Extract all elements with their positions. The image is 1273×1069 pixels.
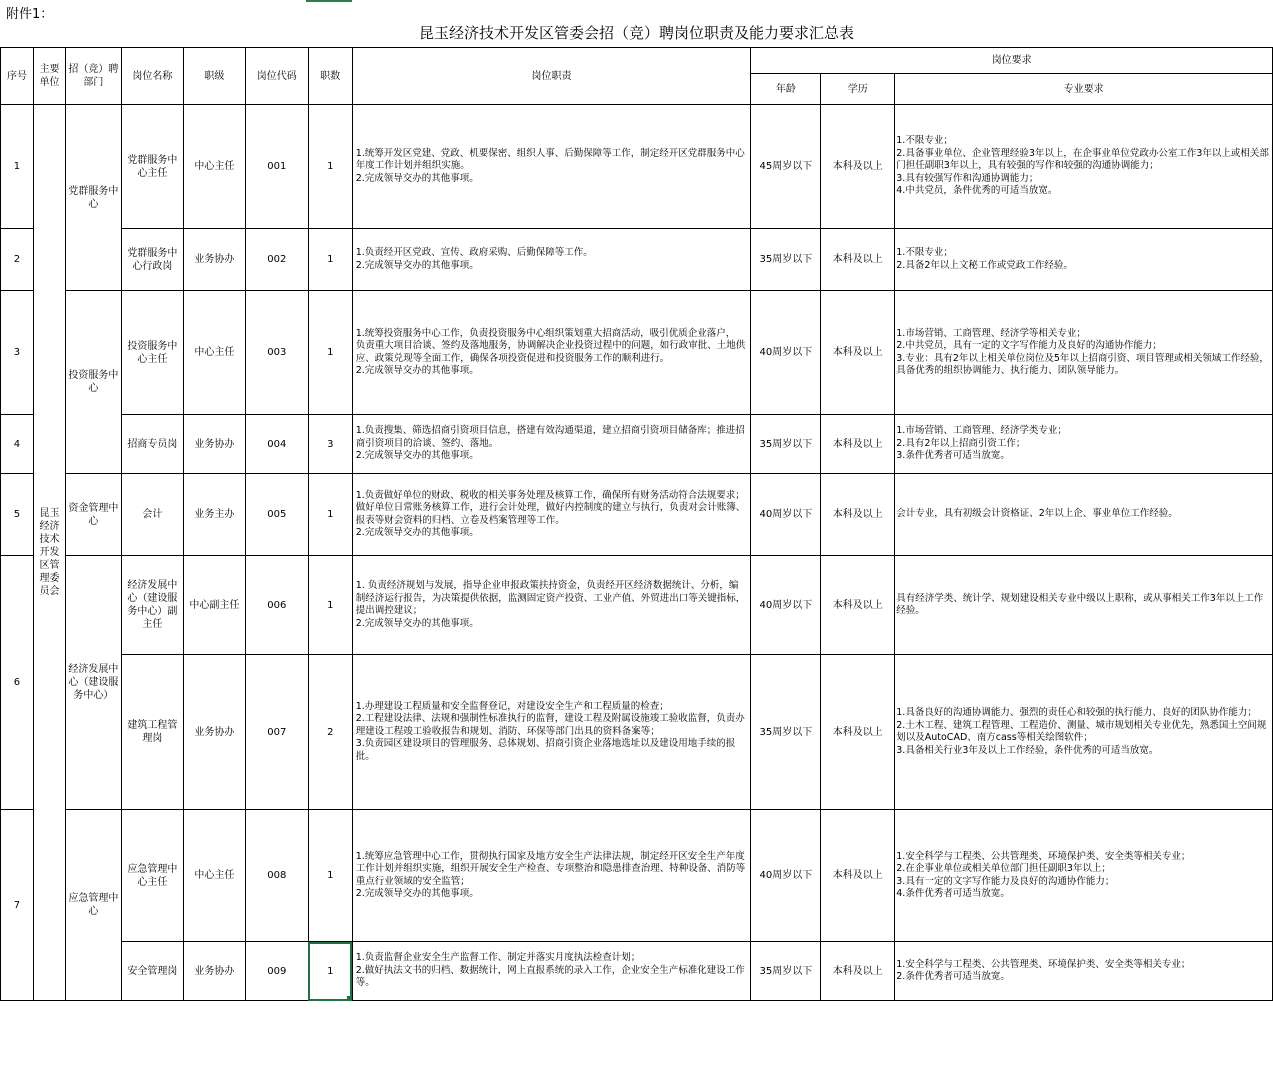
major-cell[interactable]: 1.市场营销、工商管理、经济学等相关专业； 2.中共党员，具有一定的文字写作能力及良好的沟通协作能力； 3.专业：具有2年以上相关单位岗位及5年以上招商引资、项目管理或相关领域工作经验，具备优秀的组织协调能力、执行能力、团队领导能力。 <box>895 291 1273 415</box>
seq-cell[interactable]: 5 <box>1 474 34 556</box>
count-cell[interactable]: 1 <box>308 810 352 942</box>
level-cell[interactable]: 业务协办 <box>183 942 245 1001</box>
seq-cell[interactable]: 2 <box>1 229 34 291</box>
seq-cell[interactable]: 3 <box>1 291 34 415</box>
header-edu: 学历 <box>821 74 895 105</box>
code-cell[interactable]: 003 <box>245 291 308 415</box>
major-cell[interactable]: 会计专业，具有初级会计资格证、2年以上企、事业单位工作经验。 <box>895 474 1273 556</box>
post-cell[interactable]: 建筑工程管理岗 <box>121 655 183 810</box>
header-major: 专业要求 <box>895 74 1273 105</box>
post-cell[interactable]: 应急管理中心主任 <box>121 810 183 942</box>
main-unit-cell[interactable]: 昆玉经济技术开发区管理委员会 <box>33 105 65 1001</box>
table-row <box>1 105 1273 229</box>
level-cell[interactable]: 业务协办 <box>183 655 245 810</box>
count-cell[interactable]: 1 <box>308 474 352 556</box>
edu-cell[interactable]: 本科及以上 <box>821 474 895 556</box>
major-cell[interactable]: 1.安全科学与工程类、公共管理类、环境保护类、安全类等相关专业； 2.条件优秀者可适当放宽。 <box>895 942 1273 1001</box>
edu-cell[interactable]: 本科及以上 <box>821 229 895 291</box>
major-cell[interactable]: 1.具备良好的沟通协调能力、强烈的责任心和较强的执行能力、良好的团队协作能力； 2.土木工程、建筑工程管理、工程造价、测量、城市规划相关专业优先，熟悉国土空间规划以及AutoCAD、南方cass等相关绘图软件； 3.具备相关行业3年及以上工作经验，条件优秀的可适当放宽。 <box>895 655 1273 810</box>
level-cell[interactable]: 业务主办 <box>183 474 245 556</box>
post-cell[interactable]: 投资服务中心主任 <box>121 291 183 415</box>
code-cell[interactable]: 009 <box>245 942 308 1001</box>
table-row <box>1 942 1273 1001</box>
seq-cell[interactable]: 4 <box>1 415 34 474</box>
age-cell[interactable]: 40周岁以下 <box>751 291 821 415</box>
dept-cell[interactable]: 党群服务中心 <box>65 105 121 291</box>
age-cell[interactable]: 40周岁以下 <box>751 556 821 655</box>
edu-cell[interactable]: 本科及以上 <box>821 291 895 415</box>
duty-cell[interactable]: 1.负责经开区党政、宣传、政府采购、后勤保障等工作。 2.完成领导交办的其他事项。 <box>352 229 751 291</box>
edu-cell[interactable]: 本科及以上 <box>821 655 895 810</box>
age-cell[interactable]: 40周岁以下 <box>751 810 821 942</box>
code-cell[interactable]: 007 <box>245 655 308 810</box>
major-cell[interactable]: 具有经济学类、统计学、规划建设相关专业中级以上职称，或从事相关工作3年以上工作经验。 <box>895 556 1273 655</box>
code-cell[interactable]: 008 <box>245 810 308 942</box>
code-cell[interactable]: 005 <box>245 474 308 556</box>
edu-cell[interactable]: 本科及以上 <box>821 810 895 942</box>
dept-cell[interactable]: 应急管理中心 <box>65 810 121 1001</box>
age-cell[interactable]: 40周岁以下 <box>751 474 821 556</box>
post-cell[interactable]: 党群服务中心主任 <box>121 105 183 229</box>
table-row <box>1 229 1273 291</box>
duty-cell[interactable]: 1.负责搜集、筛选招商引资项目信息，搭建有效沟通渠道，建立招商引资项目储备库；推进招商引资项目的洽谈、签约、落地。 2.完成领导交办的其他事项。 <box>352 415 751 474</box>
post-cell[interactable]: 安全管理岗 <box>121 942 183 1001</box>
count-cell[interactable]: 1 <box>308 105 352 229</box>
code-cell[interactable]: 006 <box>245 556 308 655</box>
table-row <box>1 291 1273 415</box>
post-cell[interactable]: 招商专员岗 <box>121 415 183 474</box>
table-row <box>1 556 1273 655</box>
header-duty: 岗位职责 <box>352 48 751 105</box>
level-cell[interactable]: 中心主任 <box>183 105 245 229</box>
post-cell[interactable]: 党群服务中心行政岗 <box>121 229 183 291</box>
duty-cell[interactable]: 1.统筹应急管理中心工作，贯彻执行国家及地方安全生产法律法规，制定经开区安全生产年度工作计划并组织实施，组织开展安全生产检查、专项整治和隐患排查治理、特种设备、消防等重点行业领域的安全监管； 2.完成领导交办的其他事项。 <box>352 810 751 942</box>
count-cell[interactable]: 3 <box>308 415 352 474</box>
selection-top-mark <box>306 0 352 2</box>
level-cell[interactable]: 业务协办 <box>183 415 245 474</box>
major-cell[interactable]: 1.不限专业； 2.具备2年以上文秘工作或党政工作经验。 <box>895 229 1273 291</box>
header-post: 岗位名称 <box>121 48 183 105</box>
count-cell[interactable]: 1 <box>308 556 352 655</box>
dept-cell[interactable]: 资金管理中心 <box>65 474 121 556</box>
seq-cell[interactable]: 6 <box>1 556 34 810</box>
age-cell[interactable]: 45周岁以下 <box>751 105 821 229</box>
header-dept: 招（竞）聘部门 <box>65 48 121 105</box>
dept-cell[interactable]: 经济发展中心（建设服务中心） <box>65 556 121 810</box>
header-count: 职数 <box>308 48 352 105</box>
level-cell[interactable]: 中心主任 <box>183 291 245 415</box>
table-row <box>1 810 1273 942</box>
code-cell[interactable]: 001 <box>245 105 308 229</box>
duty-cell[interactable]: 1. 负责经济规划与发展，指导企业申报政策扶持资金，负责经开区经济数据统计、分析，编制经济运行报告，为决策提供依据，监测固定资产投资、工业产值、外贸进出口等关键指标，提出调控建议； 2.完成领导交办的其他事项。 <box>352 556 751 655</box>
header-age: 年龄 <box>751 74 821 105</box>
edu-cell[interactable]: 本科及以上 <box>821 415 895 474</box>
duty-cell[interactable]: 1.统筹开发区党建、党政、机要保密、组织人事、后勤保障等工作，制定经开区党群服务中心年度工作计划并组织实施。 2.完成领导交办的其他事项。 <box>352 105 751 229</box>
code-cell[interactable]: 002 <box>245 229 308 291</box>
duty-cell[interactable]: 1.办理建设工程质量和安全监督登记，对建设安全生产和工程质量的检查； 2.工程建设法律、法规和强制性标准执行的监督，建设工程及附属设施竣工验收监督，负责办理建设工程竣工验收报告和规划、消防、环保等部门出具的资料备案等； 3.负责园区建设项目的管理服务、总体规划、招商引资企业落地选址以及建设用地手续的报批。 <box>352 655 751 810</box>
post-cell[interactable]: 会计 <box>121 474 183 556</box>
count-cell[interactable]: 1 <box>308 291 352 415</box>
header-requirements: 岗位要求 <box>751 48 1273 74</box>
fill-handle[interactable] <box>347 996 352 1001</box>
duty-cell[interactable]: 1.负责做好单位的财政、税收的相关事务处理及核算工作，确保所有财务活动符合法规要求； 做好单位日常账务核算工作，进行会计处理，做好内控制度的建立与执行，负责对会计账簿、报表等财会资料的归档、立卷及档案管理等工作。 2.完成领导交办的其他事项。 <box>352 474 751 556</box>
table-row <box>1 655 1273 810</box>
level-cell[interactable]: 中心主任 <box>183 810 245 942</box>
header-code: 岗位代码 <box>245 48 308 105</box>
attachment-label: 附件1： <box>6 7 54 22</box>
age-cell[interactable]: 35周岁以下 <box>751 415 821 474</box>
header-seq: 序号 <box>1 48 34 105</box>
edu-cell[interactable]: 本科及以上 <box>821 105 895 229</box>
age-cell[interactable]: 35周岁以下 <box>751 229 821 291</box>
count-cell[interactable]: 2 <box>308 655 352 810</box>
table-row <box>1 474 1273 556</box>
header-unit: 主要单位 <box>33 48 65 105</box>
seq-cell[interactable]: 1 <box>1 105 34 229</box>
header-level: 职级 <box>183 48 245 105</box>
major-cell[interactable]: 1.不限专业； 2.具备事业单位、企业管理经验3年以上，在企事业单位党政办公室工作3年以上或相关部门担任副职3年以上，具有较强的写作和较强的沟通协调能力； 3.具有较强写作和沟通协调能力； 4.中共党员，条件优秀的可适当放宽。 <box>895 105 1273 229</box>
seq-cell[interactable]: 7 <box>1 810 34 1001</box>
count-cell[interactable]: 1 <box>308 229 352 291</box>
post-cell[interactable]: 经济发展中心（建设服务中心）副主任 <box>121 556 183 655</box>
age-cell[interactable]: 35周岁以下 <box>751 655 821 810</box>
level-cell[interactable]: 中心副主任 <box>183 556 245 655</box>
code-cell[interactable]: 004 <box>245 415 308 474</box>
major-cell[interactable]: 1.市场营销、工商管理、经济学类专业； 2.具有2年以上招商引资工作； 3.条件优秀者可适当放宽。 <box>895 415 1273 474</box>
duty-cell[interactable]: 1.负责监督企业安全生产监督工作、制定并落实月度执法检查计划； 2.做好执法文书的归档、数据统计，网上直报系统的录入工作，企业安全生产标准化建设工作等。 <box>352 942 751 1001</box>
major-cell[interactable]: 1.安全科学与工程类、公共管理类、环境保护类、安全类等相关专业； 2.在企事业单位或相关单位部门担任副职3年以上； 3.具有一定的文字写作能力及良好的沟通协作能力； 4.条件优秀者可适当放宽。 <box>895 810 1273 942</box>
selected-count-cell[interactable]: 1 <box>308 942 352 1001</box>
age-cell[interactable]: 35周岁以下 <box>751 942 821 1001</box>
recruitment-table <box>0 47 1273 1001</box>
edu-cell[interactable]: 本科及以上 <box>821 556 895 655</box>
edu-cell[interactable]: 本科及以上 <box>821 942 895 1001</box>
table-row <box>1 415 1273 474</box>
duty-cell[interactable]: 1.统筹投资服务中心工作，负责投资服务中心组织策划重大招商活动，吸引优质企业落户， 负责重大项目洽谈、签约及落地服务，协调解决企业投资过程中的问题，如行政审批、土地供应、政策兑现等全面工作，确保各项投资促进和投资服务工作的顺利进行。 2.完成领导交办的其他事项。 <box>352 291 751 415</box>
level-cell[interactable]: 业务协办 <box>183 229 245 291</box>
dept-cell[interactable]: 投资服务中心 <box>65 291 121 474</box>
page-title: 昆玉经济技术开发区管委会招（竞）聘岗位职责及能力要求汇总表 <box>418 24 854 42</box>
